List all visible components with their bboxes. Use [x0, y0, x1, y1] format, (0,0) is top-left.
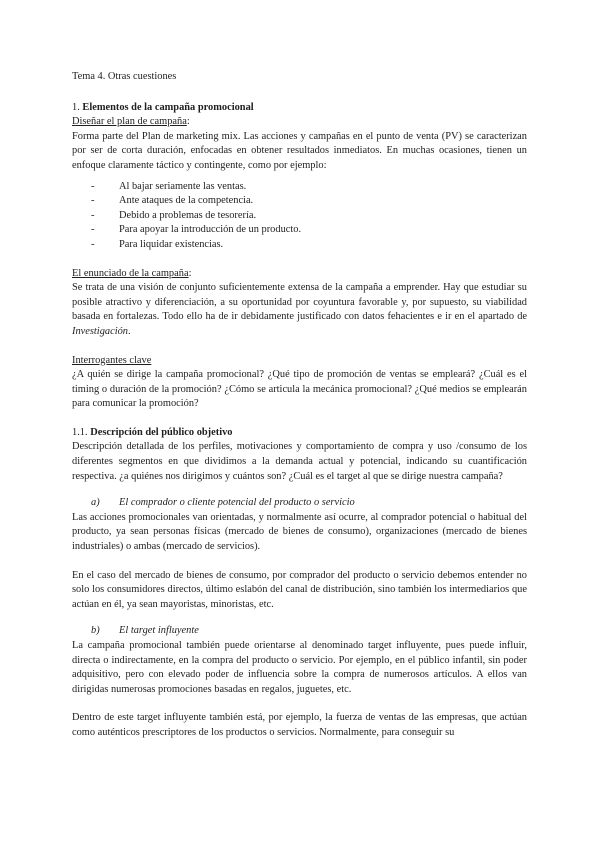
document-title: Tema 4. Otras cuestiones [72, 71, 177, 82]
subsection-b-title: El target influyente [119, 625, 199, 637]
dash-bullet: - [91, 209, 95, 221]
list-item: - Al bajar seriamente las ventas. [72, 180, 527, 195]
dash-bullet: - [91, 238, 95, 250]
section-1-1-heading [72, 426, 527, 441]
subsection-a-title: El comprador o cliente potencial del producto o servicio [119, 497, 355, 509]
list-item: - Ante ataques de la competencia. [72, 194, 527, 209]
subsection-b-heading [72, 624, 527, 639]
interrogantes-label: Interrogantes clave [72, 354, 152, 366]
subsection-b-paragraph-2: Dentro de este target influyente también está, por ejemplo, la fuerza de ventas de las empresas, que actúan como auténticos prescriptores de los productos o servicios. Normalmente, para conseguir su [72, 712, 527, 738]
document-page [72, 70, 527, 741]
enunciado-paragraph: Se trata de una visión de conjunto suficientemente extensa de la campaña a emprender. Hay que estudiar su posible atractivo y diferenciación, a su oportunidad por coyuntura favorable y, por supuesto, su viabilidad basada en fortalezas. Todo ello ha de ir debidamente justificado con datos fehacientes e ir en el apartado de Investigación. [72, 282, 527, 337]
list-item: - Para liquidar existencias. [72, 238, 527, 253]
section-1-title: Elementos de la campaña promocional [82, 101, 254, 113]
subsection-a-paragraph-2: En el caso del mercado de bienes de consumo, por comprador del producto o servicio debemos entender no solo los consumidores directos, último eslabón del canal de distribución, sino también los intermediarios que actúan en él, ya sean mayoristas, minoristas, etc. [72, 569, 527, 610]
design-plan-paragraph: Forma parte del Plan de marketing mix. Las acciones y campañas en el punto de venta (PV) se caracterizan por ser de corta duración, enfocadas en obtener resultados inmediatos. En muchas ocasiones, tienen un enfoque claramente táctico y contingente, como por ejemplo: [72, 130, 527, 171]
subsection-a-paragraph-1: Las acciones promocionales van orientadas, y normalmente así ocurre, al comprador potencial o habitual del producto, ya sean personas físicas (mercado de bienes de consumo), organizaciones (mercado de bienes industriales) o ambas (mercado de servicios). [72, 511, 527, 553]
section-1-heading [72, 101, 527, 116]
design-plan-label-text: Diseñar el plan de campaña [72, 116, 187, 128]
section-1-1-title: Descripción del público objetivo [90, 426, 233, 438]
subsection-b-paragraph-1: La campaña promocional también puede orientarse al denominado target influyente, pues puede influir, directa o indirectamente, en la compra del producto o servicio. Por ejemplo, en el público infantil, sin poder adquisitivo, pero con elevado poder de influencia sobre la compra de numerosos artículos. A ellos van dirigidas numerosas promociones basadas en regalos, juguetes, etc. [72, 640, 527, 695]
list-item: - Debido a problemas de tesorería. [72, 209, 527, 224]
subsection-a-letter: a) [91, 497, 100, 509]
section-1-1-number: 1.1. [72, 426, 88, 438]
subsection-a-heading [72, 496, 527, 511]
subsection-b-letter: b) [91, 625, 100, 637]
dash-bullet: - [91, 180, 95, 192]
dash-bullet: - [91, 195, 95, 207]
enunciado-label: El enunciado de la campaña: [72, 267, 192, 279]
public-description-paragraph: Descripción detallada de los perfiles, motivaciones y comportamiento de compra y uso /consumo de los diferentes segmentos en que dividimos a la demanda actual y potencial, indicando su cuantificación respectiva. ¿a quiénes nos dirigimos y cuántos son? ¿Cuál es el target al que se dirige nuestra campaña? [72, 441, 527, 482]
situations-list [72, 180, 527, 253]
design-plan-label: Diseñar el plan de campaña: [72, 116, 190, 128]
enunciado-label-text: El enunciado de la campaña [72, 267, 189, 279]
investigacion-emphasis: Investigación [72, 325, 128, 337]
dash-bullet: - [91, 224, 95, 236]
section-1-number: 1. [72, 101, 80, 113]
interrogantes-paragraph: ¿A quién se dirige la campaña promocional? ¿Qué tipo de promoción de ventas se empleará? ¿Cuál es el timing o duración de la promoción? ¿Cómo se articula la mecánica promocional? ¿Qué medios se emplearán para comunicar la promoción? [72, 369, 527, 410]
list-item: - Para apoyar la introducción de un producto. [72, 223, 527, 238]
